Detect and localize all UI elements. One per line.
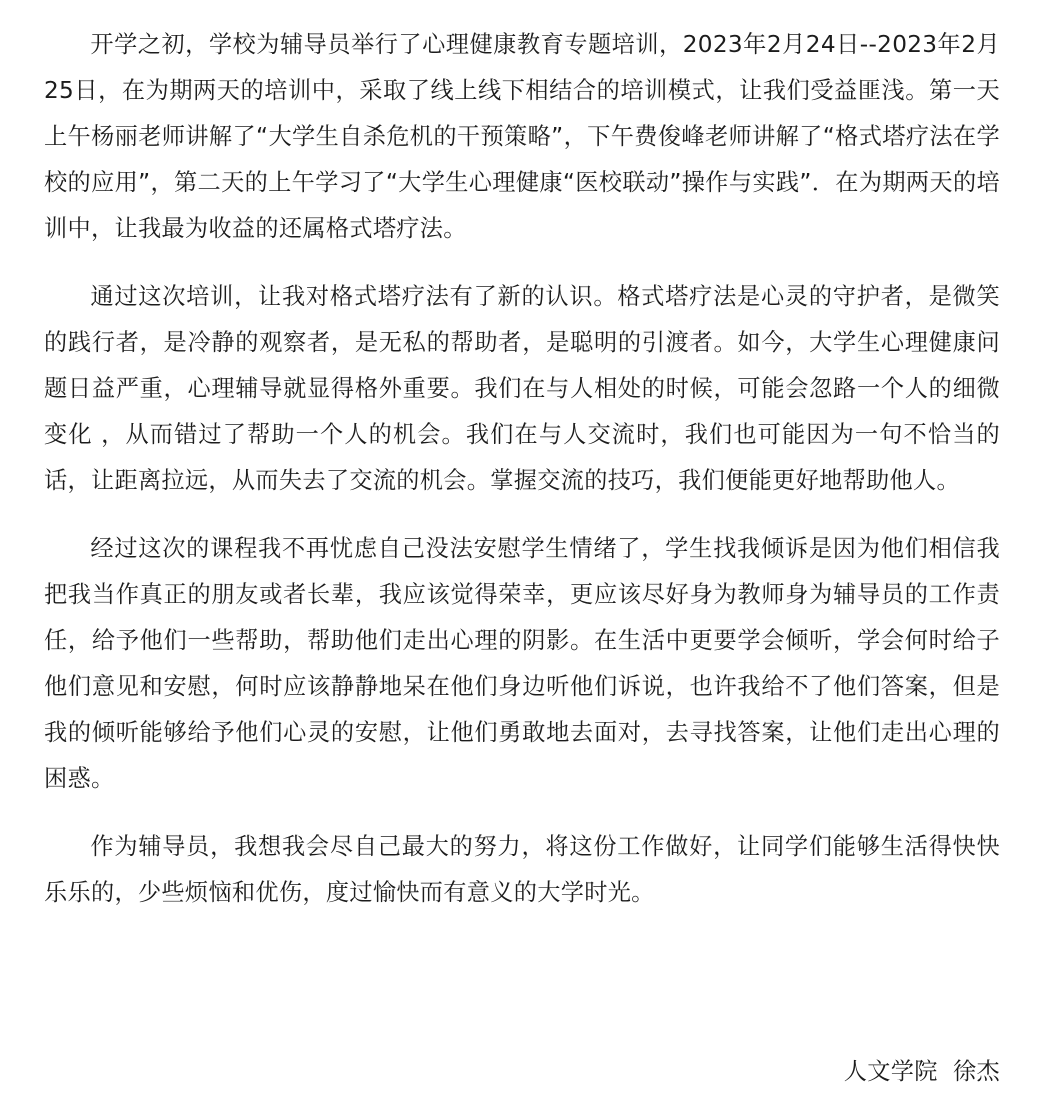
document-body	[44, 22, 1000, 938]
paragraph-gestalt-understanding: 通过这次培训，让我对格式塔疗法有了新的认识。格式塔疗法是心灵的守护者，是微笑的践行者，是冷静的观察者，是无私的帮助者，是聪明的引渡者。如今，大学生心理健康问题日益严重，心理辅导就显得格外重要。我们在与人相处的时候，可能会忽路一个人的细微变化 ，从而错过了帮助一个人的机会。我们在与人交流时，我们也可能因为一句不恰当的话，让距离拉远，从而失去了交流的机会。掌握交流的技巧，我们便能更好地帮助他人。	[44, 283, 1000, 494]
paragraph-course-reflection: 经过这次的课程我不再忧虑自己没法安慰学生情绪了，学生找我倾诉是因为他们相信我把我当作真正的朋友或者长辈，我应该觉得荣幸，更应该尽好身为教师身为辅导员的工作责任，给予他们一些帮助，帮助他们走出心理的阴影。在生活中更要学会倾听，学会何时给子他们意见和安慰，何时应该静静地呆在他们身边听他们诉说，也许我给不了他们答案，但是我的倾听能够给予他们心灵的安慰，让他们勇敢地去面对，去寻找答案，让他们走出心理的困惑。	[44, 535, 1000, 792]
paragraph-training-overview: 开学之初，学校为辅导员举行了心理健康教育专题培训，2023年2月24日--2023年2月25日，在为期两天的培训中，采取了线上线下相结合的培训模式，让我们受益匪浅。第一天上午杨丽老师讲解了“大学生自杀危机的干预策略”，下午费俊峰老师讲解了“格式塔疗法在学校的应用”，第二天的上午学习了“大学生心理健康“医校联动”操作与实践”．在为期两天的培训中，让我最为收益的还属格式塔疗法。	[44, 31, 1000, 242]
signature: 人文学院 徐杰	[843, 1058, 1000, 1085]
paragraph-counselor-commitment: 作为辅导员，我想我会尽自己最大的努力，将这份工作做好，让同学们能够生活得快快乐乐的，少些烦恼和优伤，度过愉快而有意义的大学时光。	[44, 833, 1000, 906]
